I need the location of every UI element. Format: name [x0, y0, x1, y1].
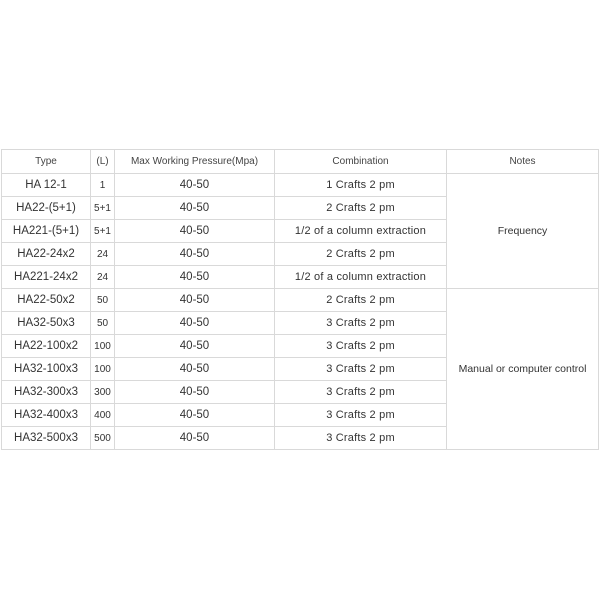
cell-type: HA32-100x3	[2, 358, 91, 381]
cell-type: HA22-50x2	[2, 289, 91, 312]
cell-pressure: 40-50	[115, 381, 275, 404]
cell-combination: 2 Crafts 2 pm	[275, 197, 447, 220]
cell-pressure: 40-50	[115, 289, 275, 312]
cell-l: 50	[91, 289, 115, 312]
cell-l: 24	[91, 266, 115, 289]
cell-pressure: 40-50	[115, 243, 275, 266]
table-row	[2, 174, 599, 197]
cell-combination: 1/2 of a column extraction	[275, 220, 447, 243]
header-pressure: Max Working Pressure(Mpa)	[115, 150, 275, 174]
header-type: Type	[2, 150, 91, 174]
cell-type: HA22-100x2	[2, 335, 91, 358]
cell-pressure: 40-50	[115, 220, 275, 243]
cell-l: 1	[91, 174, 115, 197]
cell-l: 500	[91, 427, 115, 450]
cell-combination: 3 Crafts 2 pm	[275, 335, 447, 358]
cell-combination: 3 Crafts 2 pm	[275, 381, 447, 404]
cell-combination: 3 Crafts 2 pm	[275, 312, 447, 335]
cell-notes: Manual or computer control	[447, 289, 599, 450]
cell-pressure: 40-50	[115, 335, 275, 358]
cell-type: HA221-(5+1)	[2, 220, 91, 243]
cell-pressure: 40-50	[115, 404, 275, 427]
cell-combination: 1 Crafts 2 pm	[275, 174, 447, 197]
cell-l: 100	[91, 335, 115, 358]
cell-l: 100	[91, 358, 115, 381]
table-body	[2, 174, 599, 450]
cell-combination: 1/2 of a column extraction	[275, 266, 447, 289]
cell-pressure: 40-50	[115, 266, 275, 289]
cell-l: 5+1	[91, 197, 115, 220]
header-l: (L)	[91, 150, 115, 174]
cell-l: 24	[91, 243, 115, 266]
cell-type: HA 12-1	[2, 174, 91, 197]
specification-table	[1, 149, 599, 450]
cell-combination: 2 Crafts 2 pm	[275, 289, 447, 312]
cell-l: 50	[91, 312, 115, 335]
cell-type: HA32-300x3	[2, 381, 91, 404]
cell-combination: 3 Crafts 2 pm	[275, 404, 447, 427]
cell-type: HA32-50x3	[2, 312, 91, 335]
cell-l: 300	[91, 381, 115, 404]
header-combination: Combination	[275, 150, 447, 174]
table-row	[2, 289, 599, 312]
table-header-row	[2, 150, 599, 174]
cell-pressure: 40-50	[115, 358, 275, 381]
cell-l: 5+1	[91, 220, 115, 243]
cell-l: 400	[91, 404, 115, 427]
cell-combination: 2 Crafts 2 pm	[275, 243, 447, 266]
cell-pressure: 40-50	[115, 197, 275, 220]
cell-pressure: 40-50	[115, 174, 275, 197]
cell-pressure: 40-50	[115, 427, 275, 450]
cell-combination: 3 Crafts 2 pm	[275, 358, 447, 381]
cell-type: HA22-(5+1)	[2, 197, 91, 220]
cell-type: HA221-24x2	[2, 266, 91, 289]
header-notes: Notes	[447, 150, 599, 174]
cell-type: HA32-500x3	[2, 427, 91, 450]
cell-type: HA32-400x3	[2, 404, 91, 427]
cell-combination: 3 Crafts 2 pm	[275, 427, 447, 450]
cell-type: HA22-24x2	[2, 243, 91, 266]
cell-notes: Frequency	[447, 174, 599, 289]
cell-pressure: 40-50	[115, 312, 275, 335]
